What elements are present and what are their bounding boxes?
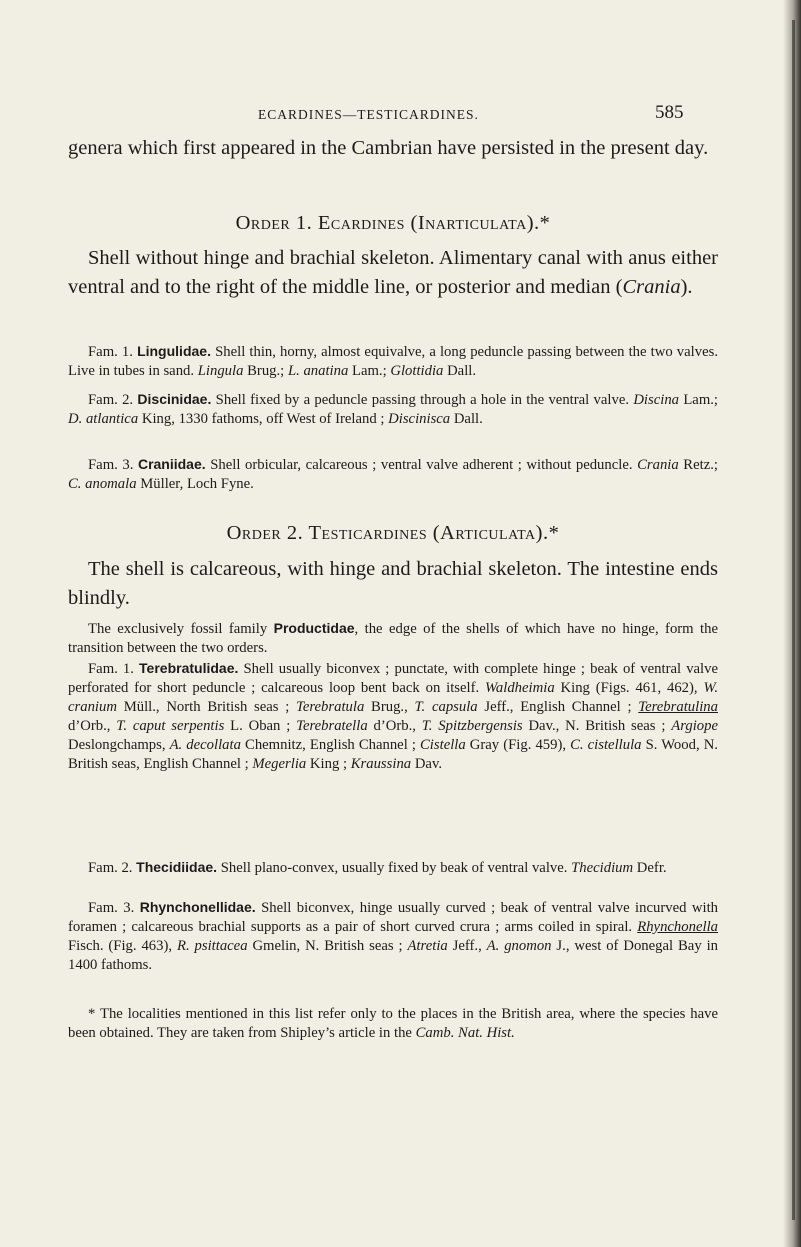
family-name-rhynchonellidae: Rhynchonellidae. [139, 899, 256, 915]
family-name-lingulidae: Lingulidae. [137, 343, 211, 359]
family-name-thecidiidae: Thecidiidae. [136, 859, 218, 875]
family-name-craniidae: Craniidae. [137, 456, 206, 472]
family-name-productidae: Productidae [273, 620, 355, 636]
family-name-terebratulidae: Terebratulidae. [139, 660, 239, 676]
order2-fam3: Fam. 3. Rhynchonellidae. Shell biconvex, hinge usually curved ; beak of ventral valve incurved with foramen ; calcareous brachial supports as a pair of short curved crura ; arms coiled in spiral. Rhynchonella Fisch. (Fig. 463), R. psittacea Gmelin, N. British seas ; Atretia Jeff., A. gnomon J., west of Donegal Bay in 1400 fathoms. [68, 899, 719, 973]
footnote: * The localities mentioned in this list refer only to the places in the British area, where the species have been obtained. They are taken from Shipley’s article in the Camb. Nat. Hist. [68, 1006, 718, 1041]
page-number: 585 [655, 102, 684, 123]
order1-fam1: Fam. 1. Lingulidae. Shell thin, horny, almost equivalve, a long peduncle passing between the two valves. Live in tubes in sand. Lingula Brug.; L. anatina Lam.; Glottidia Dall. [68, 343, 718, 379]
order2-fam2: Fam. 2. Thecidiidae. Shell plano-convex, usually fixed by beak of ventral valve. Thecidium Defr. [88, 859, 667, 876]
intro-paragraph: genera which first appeared in the Cambrian have persisted in the present day. [68, 137, 709, 159]
order1-description: Shell without hinge and brachial skeleton. Alimentary canal with anus either ventral and to the right of the middle line, or posterior and median (Crania). [68, 247, 718, 298]
productidae-paragraph: The exclusively fossil family Productidae, the edge of the shells of which have no hinge, form the transition between the two orders. [68, 620, 718, 656]
order1-heading: Order 1. Ecardines (Inarticulata).* [235, 212, 551, 234]
order1-fam2: Fam. 2. Discinidae. Shell fixed by a peduncle passing through a hole in the ventral valve. Discina Lam.; D. atlantica King, 1330 fathoms, off West of Ireland ; Discinisca Dall. [68, 391, 718, 427]
order1-fam3: Fam. 3. Craniidae. Shell orbicular, calcareous ; ventral valve adherent ; without peduncle. Crania Retz.; C. anomala Müller, Loch Fyne. [68, 456, 718, 492]
family-name-discinidae: Discinidae. [137, 391, 212, 407]
page-header [0, 97, 801, 127]
order2-heading: Order 2. Testicardines (Articulata).* [226, 522, 560, 544]
running-title: ECARDINES—TESTICARDINES. [258, 107, 479, 122]
order2-description: The shell is calcareous, with hinge and brachial skeleton. The intestine ends blindly. [68, 558, 718, 609]
page-edge-line [792, 20, 795, 1220]
order2-fam1: Fam. 1. Terebratulidae. Shell usually biconvex ; punctate, with complete hinge ; beak of ventral valve perforated for short peduncle ; calcareous loop bent back on itself. Waldheimia King (Figs. 461, 462), W. cranium Müll., North British seas ; Terebratula Brug., T. capsula Jeff., English Channel ; Terebratulina d’Orb., T. caput serpentis L. Oban ; Terebratella d’Orb., T. Spitzbergensis Dav., N. British seas ; Argiope Deslongchamps, A. decollata Chemnitz, English Channel ; Cistella Gray (Fig. 459), C. cistellula S. Wood, N. British seas, English Channel ; Megerlia King ; Kraussina Dav. [68, 660, 718, 772]
